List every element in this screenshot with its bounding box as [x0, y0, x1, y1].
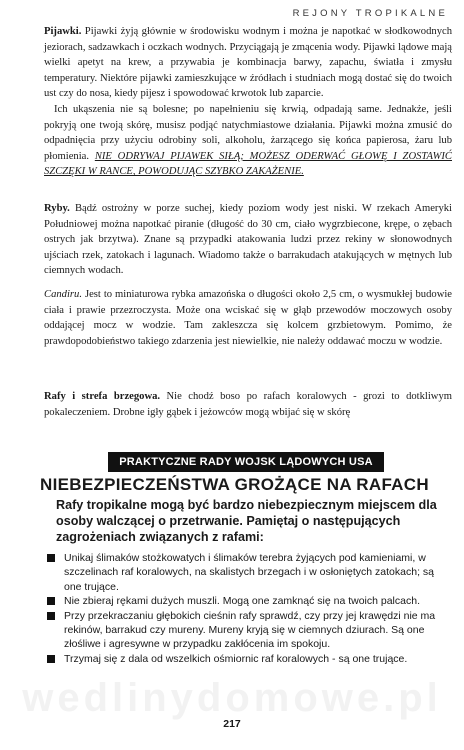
- rafy-label: Rafy i strefa brzegowa.: [44, 391, 161, 402]
- list-item: Trzymaj się z dala od wszelkich ośmiornic raf koralowych - są one trujące.: [46, 652, 446, 666]
- ryby-paragraph: Bądź ostrożny w porze suchej, kiedy poziom wody jest niski. W rzekach Ameryki Południowej można napotkać piranie (długość do 30 cm, ciało wygrzbiecone, krępe, o zębach ostrych jak brzytwa). Znane są przypadki atakowania ludzi przez rekiny w słonowodnych ujściach rzek, zatokach i lagunach. Wiadomo także o barrakudach atakujących w mętnych lub ciemnych wodach.: [44, 203, 452, 277]
- pijawki-section: [44, 24, 452, 180]
- page-number: 217: [223, 718, 241, 730]
- list-item: Nie zbieraj rękami dużych muszli. Mogą one zamknąć się na twoich palcach.: [46, 594, 446, 608]
- watermark: wedlinydomowe.pl: [22, 676, 442, 720]
- candiru-label: Candiru.: [44, 289, 82, 300]
- pijawki-paragraph-2: Ich ukąszenia nie są bolesne; po napełnieniu się krwią, odpadają same. Jednakże, jeśli pokryją one twoją skórę, musisz podjąć natychmiastowe działania. Pijawki można zmusić do odpadnięcia przy użyciu odrobiny soli, alkoholu, żarzącego się końca papierosa, żaru lub płomienia.: [44, 103, 452, 162]
- square-bullet-icon: [47, 612, 55, 620]
- ryby-label: Ryby.: [44, 203, 70, 214]
- pijawki-warning: NIE ODRYWAJ PIJAWEK SIŁĄ; MOŻESZ ODERWAĆ GŁOWĘ I ZOSTAWIĆ SZCZĘKI W RANCE, POWODUJĄC SZYBKO ZAKAŻENIE.: [44, 150, 452, 178]
- list-item: Unikaj ślimaków stożkowatych i ślimaków terebra żyjących pod kamieniami, w szczelinach raf koralowych, na skalistych brzegach i w osłoniętych zatokach; są one trujące.: [46, 551, 446, 594]
- running-head: REJONY TROPIKALNE: [292, 8, 448, 19]
- rafy-section: [44, 389, 452, 420]
- pijawki-label: Pijawki.: [44, 26, 82, 37]
- ryby-section: [44, 201, 452, 279]
- reef-dangers-list: [46, 551, 446, 666]
- rafy-paragraph: Nie chodź boso po rafach koralowych - grozi to dotkliwym pokaleczeniem. Drobne igły gąbek i jeżowców mogą wbijać się w skórę: [44, 391, 452, 418]
- candiru-paragraph: Jest to miniaturowa rybka amazońska o długości około 2,5 cm, o wysmukłej budowie ciała i prawie przezroczysta. Może ona wciskać się w głąb przewodów moczowych osoby oddającej mocz w wodzie. Tam zakleszcza się kolcem grzbietowym. Pomimo, że prawdopodobieństwo takiego zdarzenia jest niewielkie, nie należy oddawać moczu w wodzie.: [44, 289, 452, 347]
- square-bullet-icon: [47, 554, 55, 562]
- square-bullet-icon: [47, 597, 55, 605]
- square-bullet-icon: [47, 655, 55, 663]
- candiru-section: [44, 287, 452, 349]
- pijawki-paragraph-1: Pijawki żyją głównie w środowisku wodnym i można je napotkać w słodkowodnych jeziorach, sadzawkach i oczkach wodnych. Przyciągają je zmącenia wody. Pijawki lądowe mają wielki apetyt na krew, a przywabia je kombinacja barwy, zapachu, światła i zmysłu temperatury. Niektóre pijawki zamieszkujące w źródłach i studniach mogą dostać się do twoich ust czy do nosa, kiedy pijesz i spowodować krwotok lub zaparcie.: [44, 26, 452, 100]
- us-army-tips-banner: PRAKTYCZNE RADY WOJSK LĄDOWYCH USA: [108, 452, 384, 472]
- lead-paragraph: Rafy tropikalne mogą być bardzo niebezpiecznym miejscem dla osoby walczącej o przetrwanie. Pamiętaj o następujących zagrożeniach związanych z rafami:: [56, 498, 437, 544]
- section-title: NIEBEZPIECZEŃSTWA GROŻĄCE NA RAFACH: [40, 475, 429, 494]
- list-item: Przy przekraczaniu głębokich cieśnin rafy sprawdź, czy przy jej krawędzi nie ma rekinów, barrakud czy mureny. Mureny kryją się w ciemnych dziurach. Są one złośliwe i agresywne w przypadku zakłócenia im spokoju.: [46, 609, 446, 652]
